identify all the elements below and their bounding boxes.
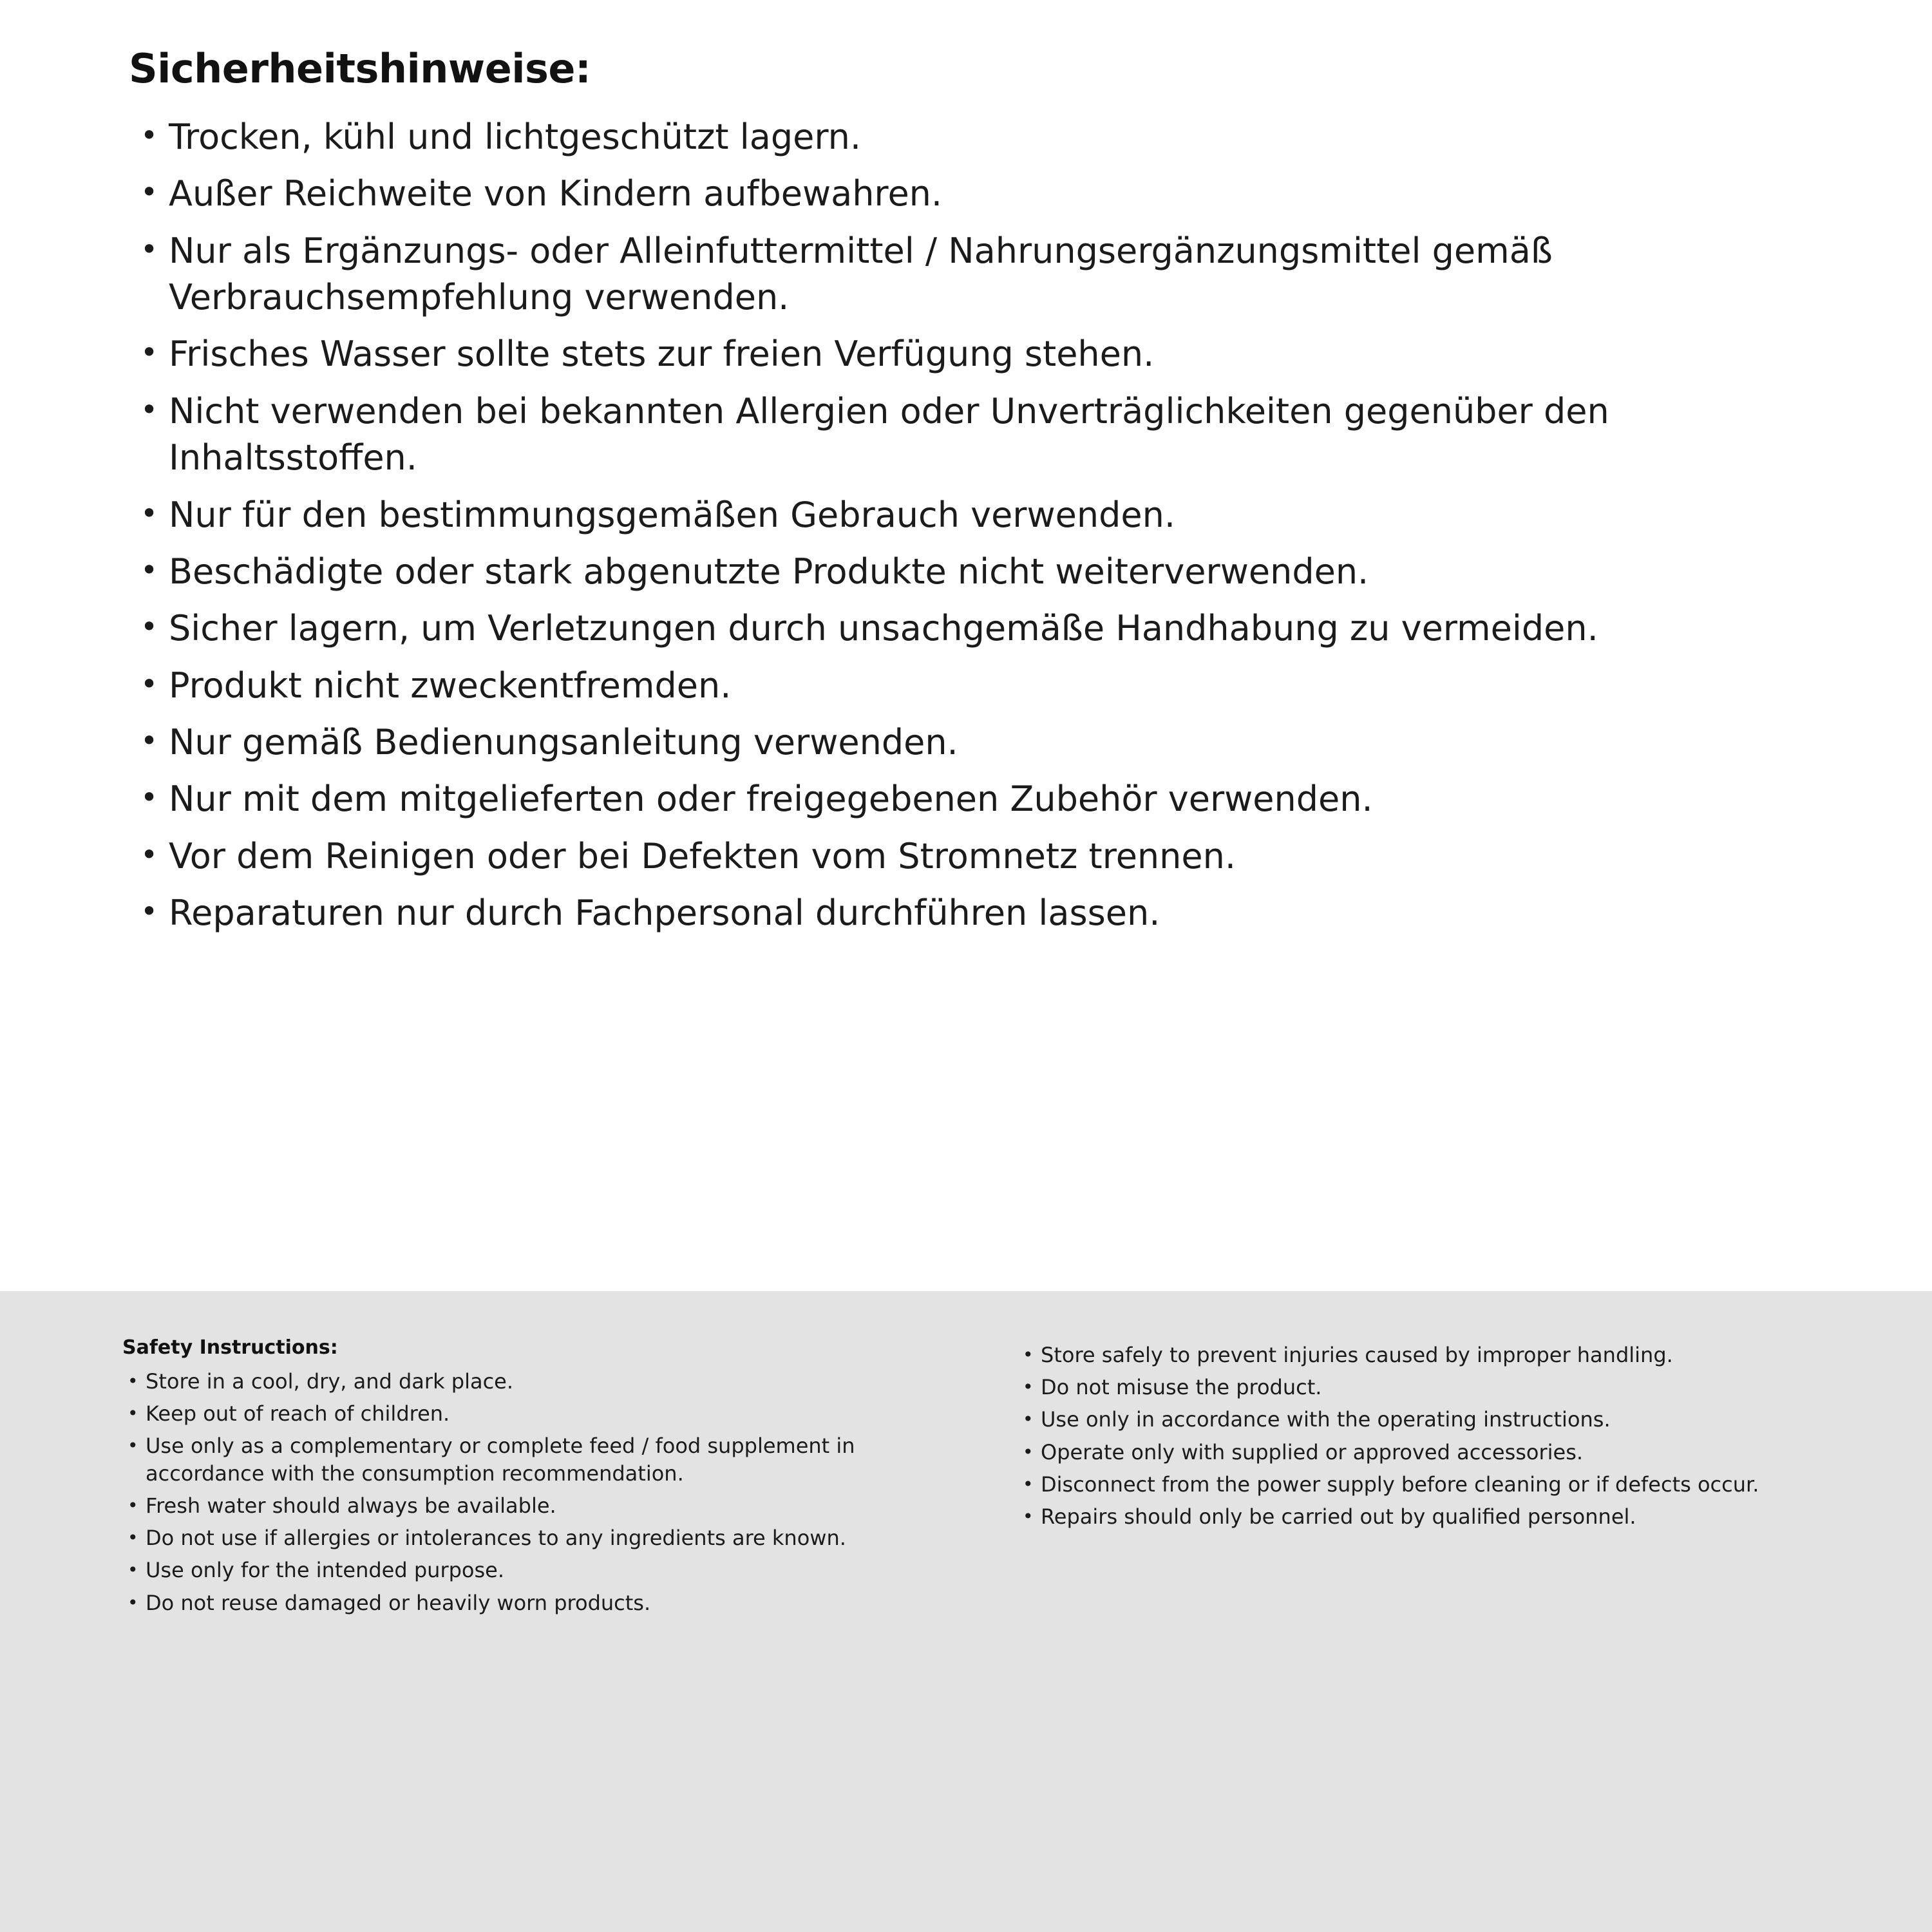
bullet-icon: • — [1023, 1376, 1034, 1398]
english-heading: Safety Instructions: — [122, 1336, 338, 1359]
list-item-text: Do not use if allergies or intolerances to any ingredients are known. — [146, 1526, 846, 1551]
bullet-icon: • — [140, 495, 158, 531]
list-item — [1018, 1471, 1848, 1498]
list-item-text: Nur als Ergänzungs- oder Alleinfuttermittel / Nahrungsergänzungsmittel gemäß Verbrauchsempfehlung verwenden. — [169, 230, 1553, 318]
list-item — [129, 331, 1855, 377]
list-item-text: Vor dem Reinigen oder bei Defekten vom Stromnetz trennen. — [169, 835, 1236, 876]
bullet-icon: • — [1023, 1344, 1034, 1365]
list-item-text: Do not reuse damaged or heavily worn products. — [146, 1590, 651, 1615]
english-safety-section — [0, 1291, 1932, 1932]
list-item — [129, 719, 1855, 766]
list-item-text: Use only as a complementary or complete feed / food supplement in accordance with the consumption recommendation. — [146, 1434, 855, 1486]
bullet-icon: • — [140, 609, 158, 645]
bullet-icon: • — [140, 666, 158, 701]
german-heading: Sicherheitshinweise: — [129, 45, 591, 92]
bullet-icon: • — [128, 1559, 138, 1581]
list-item — [1018, 1406, 1848, 1433]
english-safety-list-right — [1018, 1341, 1848, 1530]
bullet-icon: • — [128, 1403, 138, 1425]
bullet-icon: • — [1023, 1473, 1034, 1495]
list-item — [129, 833, 1855, 880]
list-item-text: Use only in accordance with the operating instructions. — [1041, 1407, 1611, 1432]
list-item — [122, 1557, 953, 1584]
bullet-icon: • — [140, 552, 158, 587]
list-item — [1018, 1503, 1848, 1530]
bullet-icon: • — [140, 392, 158, 427]
list-item-text: Beschädigte oder stark abgenutzte Produkte nicht weiterverwenden. — [169, 551, 1369, 592]
list-item — [129, 388, 1855, 482]
list-item-text: Nur gemäß Bedienungsanleitung verwenden. — [169, 721, 958, 762]
bullet-icon: • — [128, 1494, 138, 1516]
bullet-icon: • — [128, 1435, 138, 1457]
list-item-text: Repairs should only be carried out by qualified personnel. — [1041, 1504, 1636, 1530]
english-column-right — [1018, 1336, 1848, 1535]
list-item-text: Store in a cool, dry, and dark place. — [146, 1369, 514, 1394]
bullet-icon: • — [140, 175, 158, 210]
list-item-text: Nicht verwenden bei bekannten Allergien oder Unverträglichkeiten gegenüber den Inhaltsstoffen. — [169, 390, 1609, 478]
bullet-icon: • — [1023, 1506, 1034, 1528]
list-item-text: Reparaturen nur durch Fachpersonal durchführen lassen. — [169, 893, 1160, 934]
list-item-text: Nur mit dem mitgelieferten oder freigegebenen Zubehör verwenden. — [169, 779, 1373, 820]
german-safety-list — [129, 114, 1855, 936]
list-item — [129, 605, 1855, 652]
bullet-icon: • — [140, 723, 158, 758]
bullet-icon: • — [128, 1370, 138, 1392]
list-item — [122, 1400, 953, 1427]
list-item-text: Disconnect from the power supply before cleaning or if defects occur. — [1041, 1472, 1759, 1497]
list-item — [122, 1524, 953, 1551]
list-item — [129, 776, 1855, 822]
list-item — [129, 228, 1855, 321]
english-columns — [122, 1336, 1861, 1622]
bullet-icon: • — [140, 894, 158, 929]
list-item — [1018, 1439, 1848, 1466]
list-item-text: Keep out of reach of children. — [146, 1401, 450, 1426]
list-item-text: Frisches Wasser sollte stets zur freien Verfügung stehen. — [169, 334, 1155, 375]
list-item-text: Sicher lagern, um Verletzungen durch unsachgemäße Handhabung zu vermeiden. — [169, 608, 1598, 649]
bullet-icon: • — [1023, 1441, 1034, 1463]
list-item — [122, 1492, 953, 1519]
list-item — [129, 492, 1855, 538]
english-safety-list-left — [122, 1368, 953, 1616]
list-item-text: Trocken, kühl und lichtgeschützt lagern. — [169, 117, 861, 157]
list-item-text: Nur für den bestimmungsgemäßen Gebrauch verwenden. — [169, 494, 1175, 535]
bullet-icon: • — [140, 118, 158, 153]
list-item — [1018, 1374, 1848, 1401]
list-item — [129, 890, 1855, 936]
list-item-text: Operate only with supplied or approved accessories. — [1041, 1439, 1584, 1464]
list-item-text: Außer Reichweite von Kindern aufbewahren. — [169, 173, 943, 214]
bullet-icon: • — [140, 837, 158, 872]
list-item — [122, 1368, 953, 1395]
list-item-text: Use only for the intended purpose. — [146, 1558, 505, 1583]
list-item — [122, 1432, 953, 1486]
list-item-text: Fresh water should always be available. — [146, 1493, 556, 1518]
bullet-icon: • — [128, 1591, 138, 1613]
list-item-text: Store safely to prevent injuries caused by improper handling. — [1041, 1343, 1673, 1367]
list-item — [129, 663, 1855, 709]
bullet-icon: • — [140, 780, 158, 815]
list-item — [129, 171, 1855, 217]
list-item — [129, 114, 1855, 160]
list-item-text: Do not misuse the product. — [1041, 1375, 1322, 1400]
english-column-left — [122, 1336, 953, 1622]
list-item — [122, 1589, 953, 1616]
list-item-text: Produkt nicht zweckentfremden. — [169, 665, 732, 706]
list-item — [129, 549, 1855, 595]
list-item — [1018, 1341, 1848, 1368]
bullet-icon: • — [128, 1527, 138, 1549]
bullet-icon: • — [140, 335, 158, 370]
bullet-icon: • — [140, 231, 158, 267]
bullet-icon: • — [1023, 1408, 1034, 1430]
